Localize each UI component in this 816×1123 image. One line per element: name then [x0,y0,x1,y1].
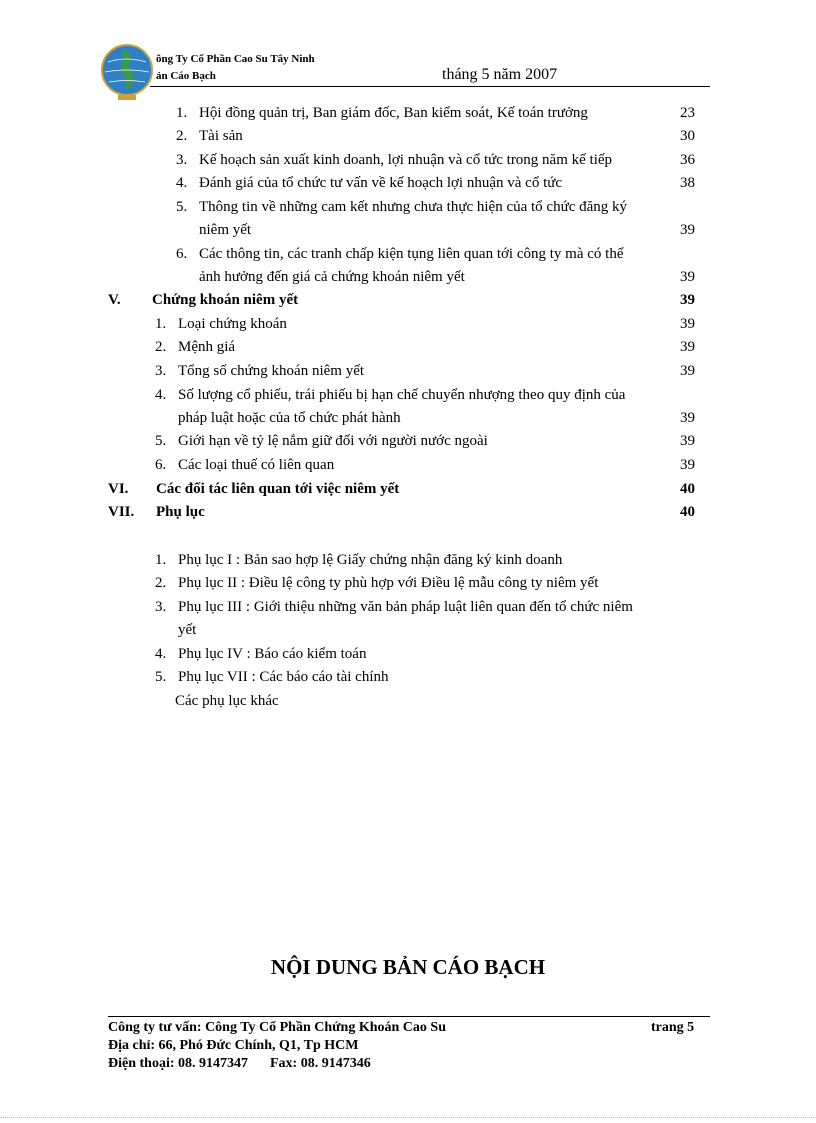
appendix-item-text: Phụ lục VII : Các báo cáo tài chính [178,669,389,685]
toc-item-page: 39 [680,269,695,285]
toc-item-page: 38 [680,175,695,191]
appendix-item-text: Phụ lục III : Giới thiệu những văn bản pháp luật liên quan đến tổ chức niêm [178,599,633,615]
appendix-item-text: Phụ lục IV : Báo cáo kiểm toán [178,646,367,662]
toc-item-text-line2: ảnh hưởng đến giá cả chứng khoán niêm yết [199,269,465,285]
toc-item-page: 39 [680,316,695,332]
toc-item-text: Các loại thuế có liên quan [178,457,335,473]
appendix-other-text: Các phụ lục khác [175,693,279,709]
toc-item-page: 39 [680,433,695,449]
toc-item-page: 23 [680,105,695,121]
toc-item-text: Các thông tin, các tranh chấp kiện tụng liên quan tới công ty mà có thể [199,246,624,262]
toc-section-number: VII. [108,504,135,520]
toc-item-page: 36 [680,152,695,168]
footer-page-number: trang 5 [651,1020,695,1035]
toc-section-page: 39 [680,292,695,308]
toc-item-number: 2. [155,339,167,355]
footer-address: Địa chỉ: 66, Phó Đức Chính, Q1, Tp HCM [108,1038,359,1053]
toc-item-number: 5. [176,199,188,215]
appendix-item-number: 1. [155,552,167,568]
footer-advisor: Công ty tư vấn: Công Ty Cổ Phần Chứng Khoán Cao Su [108,1020,446,1035]
toc-item-page: 30 [680,128,695,144]
appendix-item-number: 2. [155,575,167,591]
toc-item-text: Thông tin về những cam kết nhưng chưa thực hiện của tổ chức đăng ký [199,199,628,215]
toc-item-text: Mệnh giá [178,339,236,355]
appendix-item-text: Phụ lục II : Điều lệ công ty phù hợp với Điều lệ mẫu công ty niêm yết [178,575,599,591]
header-company-name: ông Ty Cổ Phần Cao Su Tây Ninh [156,53,315,65]
toc-item-number: 4. [155,387,167,403]
header-divider [150,86,710,87]
toc-item-page: 39 [680,222,695,238]
toc-item-number: 5. [155,433,167,449]
toc-item-page: 39 [680,410,695,426]
footer-fax: Fax: 08. 9147346 [270,1056,371,1071]
toc-section-page: 40 [680,504,695,520]
toc-item-text: Tổng số chứng khoán niêm yết [178,363,365,379]
toc-item-number: 6. [155,457,167,473]
toc-item-number: 6. [176,246,188,262]
toc-item-number: 4. [176,175,188,191]
toc-item-text-line2: niêm yết [199,222,252,238]
footer-divider [108,1016,710,1017]
appendix-item-number: 4. [155,646,167,662]
toc-item-text: Giới hạn về tỷ lệ nắm giữ đối với người nước ngoài [178,433,488,449]
footer-contact [108,1056,371,1072]
page-bottom-border [0,1117,816,1118]
toc-item-page: 39 [680,457,695,473]
toc-item-text: Số lượng cổ phiếu, trái phiếu bị hạn chế chuyển nhượng theo quy định của [178,387,626,403]
toc-item-text: Đánh giá của tổ chức tư vấn về kế hoạch lợi nhuận và cổ tức [199,175,563,191]
toc-item-text-line2: pháp luật hoặc của tổ chức phát hành [178,410,401,426]
toc-section-number: VI. [108,481,129,497]
toc-item-number: 3. [155,363,167,379]
company-logo-icon [100,42,154,102]
appendix-item-number: 5. [155,669,167,685]
toc-section-title: Các đối tác liên quan tới việc niêm yết [156,481,400,497]
appendix-item-text-line2: yết [178,622,197,638]
toc-item-text: Loại chứng khoán [178,316,287,332]
toc-item-text: Hội đồng quản trị, Ban giám đốc, Ban kiểm soát, Kế toán trưởng [199,105,588,121]
toc-item-text: Tài sản [199,128,243,144]
main-title: NỘI DUNG BẢN CÁO BẠCH [270,955,546,979]
toc-section-page: 40 [680,481,695,497]
appendix-item-text: Phụ lục I : Bản sao hợp lệ Giấy chứng nhận đăng ký kinh doanh [178,552,563,568]
footer-phone: Điện thoại: 08. 9147347 [108,1056,248,1071]
header-document-name: ản Cáo Bạch [156,70,216,82]
toc-item-number: 1. [176,105,188,121]
toc-item-page: 39 [680,363,695,379]
toc-item-number: 3. [176,152,188,168]
toc-section-number: V. [108,292,121,308]
toc-section-title: Phụ lục [156,504,205,520]
toc-section-title: Chứng khoán niêm yết [152,292,299,308]
header-date: tháng 5 năm 2007 [442,66,558,83]
appendix-item-number: 3. [155,599,167,615]
toc-item-page: 39 [680,339,695,355]
toc-item-text: Kế hoạch sản xuất kinh doanh, lợi nhuận và cổ tức trong năm kế tiếp [199,152,613,168]
toc-item-number: 1. [155,316,167,332]
toc-item-number: 2. [176,128,188,144]
